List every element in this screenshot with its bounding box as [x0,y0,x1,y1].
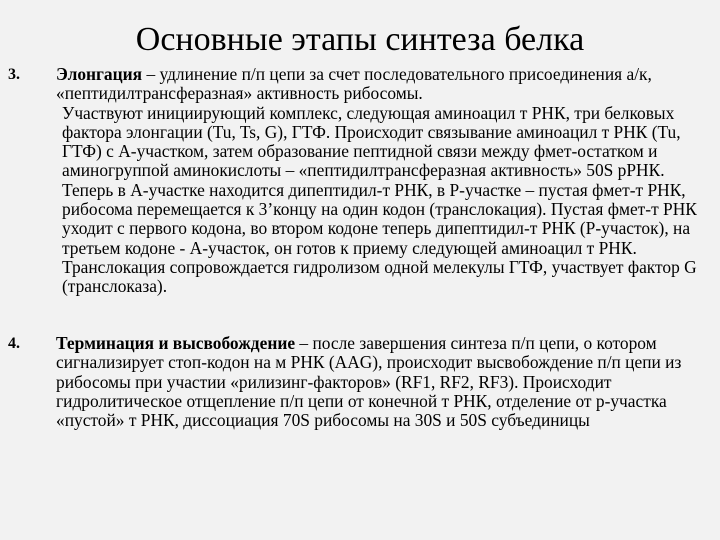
item-number: 4. [8,335,20,352]
item-body [56,65,698,297]
item-term: Элонгация [56,64,143,84]
item-term-description: – после завершения синтеза п/п цепи, о котором сигнализирует стоп-кодон на м РНК (AAG), происходит высвобождение п/п цепи из рибосомы при участии «рилизинг-факторов» (RF1, RF2, RF3). Происходит гидролитическое отщепление п/п цепи от конечной т РНК, отделение от р-участка «пустой» т РНК, диссоциация 70S рибосомы на 30S и 50S субъединицы [56,333,682,431]
slide-title: Основные этапы синтеза белка [135,21,585,58]
item-paragraph: Участвуют инициирующий комплекс, следующая аминоацил т РНК, три белковых фактора элонгации (Tu, Ts, G), ГТФ. Происходит связывание аминоацил т РНК (Tu, ГТФ) с А-участком, затем образование пептидной связи между фмет-остатком и аминогруппой аминокислоты – «пептидилтрансферазная активность» 50S рРНК. Теперь в А-участке находится дипептидил-т РНК, в Р-участке – пустая фмет-т РНК, рибосома перемещается к 3’концу на один кодон (транслокация). Пустая фмет-т РНК уходит с первого кодона, во втором кодоне теперь дипептидил-т РНК (Р-участок), на третьем кодоне - А-участок, он готов к приему следующей аминоацил т РНК. Транслокация сопровождается гидролизом одной мелекулы ГТФ, участвует фактор G (транслоказа). [62,102,697,297]
item-definition [56,65,698,104]
item-body [56,334,698,430]
item-term-description: – удлинение п/п цепи за счет последовательного присоединения а/к, «пептидилтрансферазная» активность рибосомы. [56,64,652,104]
item-definition [56,334,698,430]
item-number: 3. [8,66,20,83]
item-term: Терминация и высвобождение [56,333,296,353]
